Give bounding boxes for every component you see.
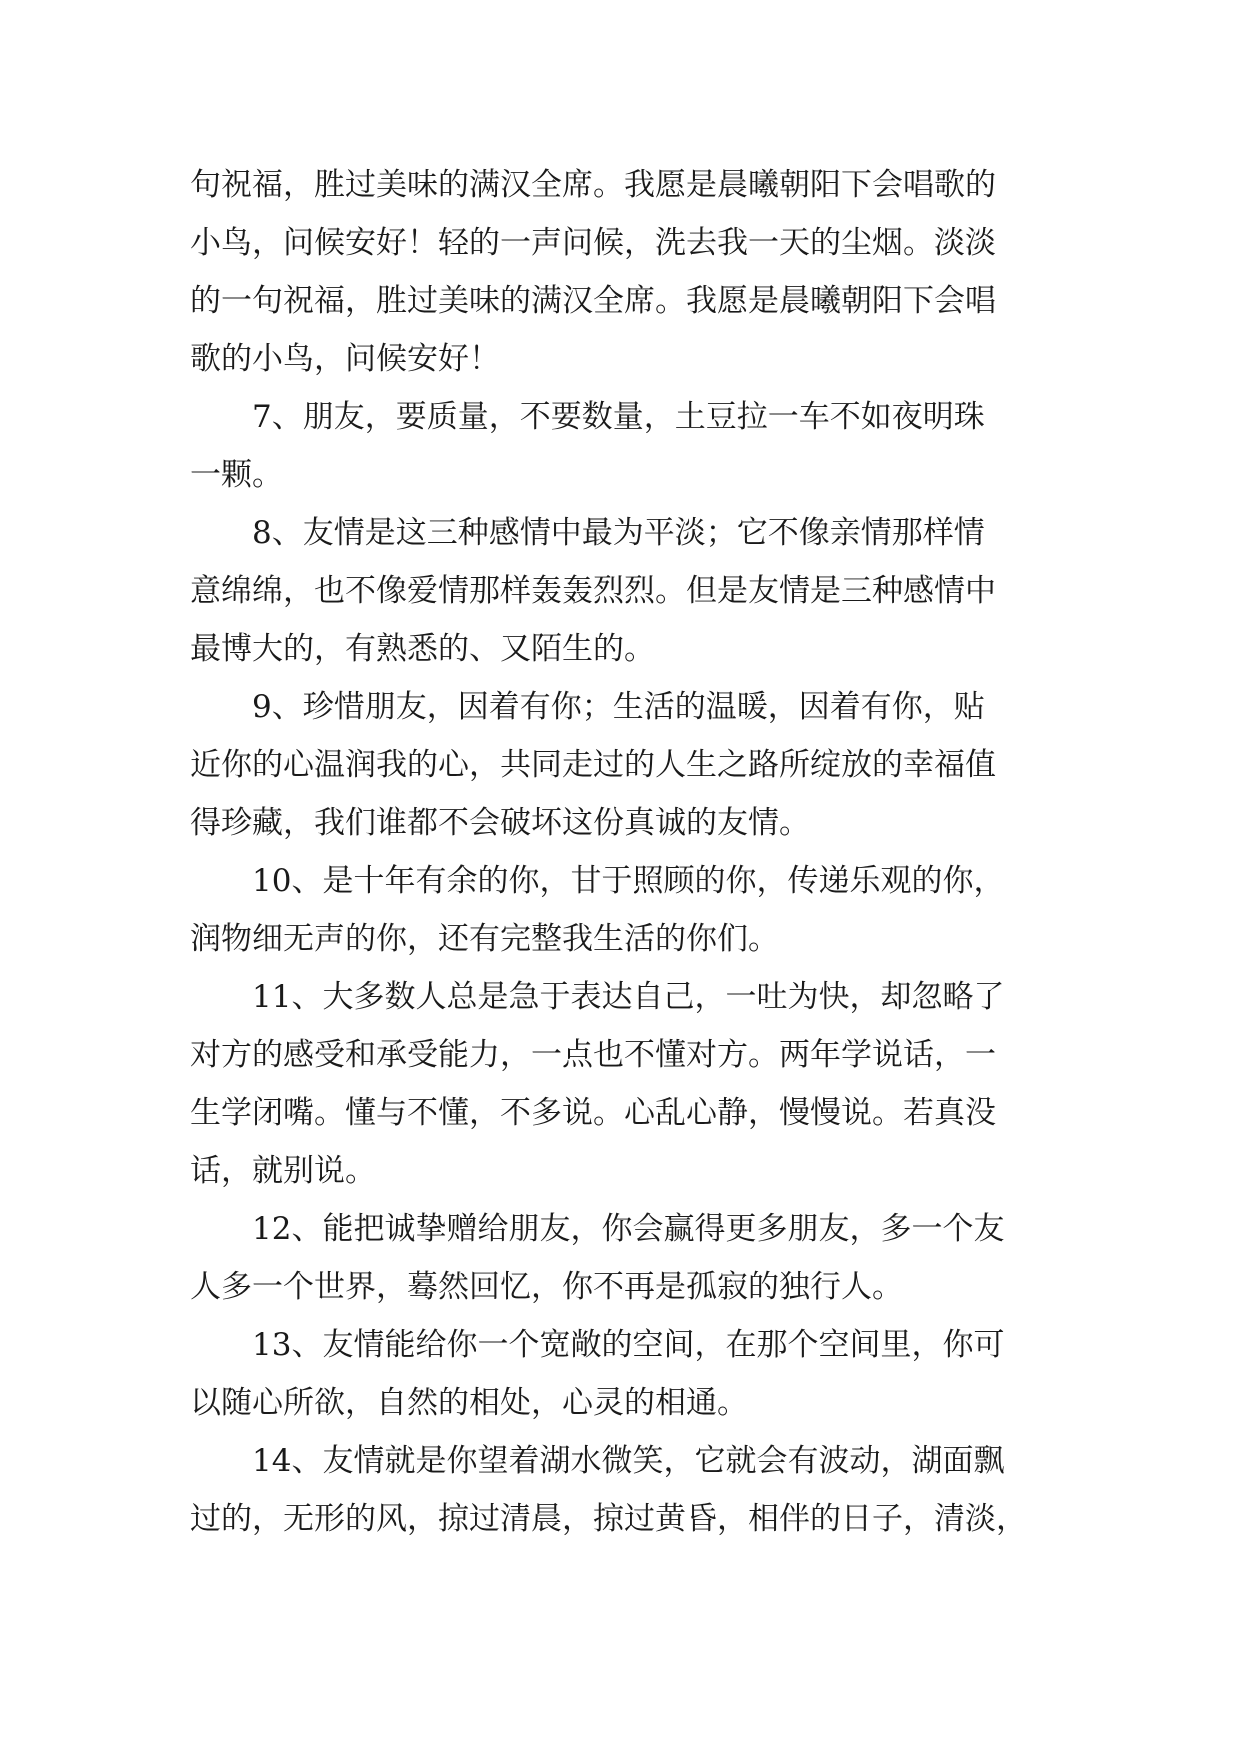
- text-line: 13、友情能给你一个宽敞的空间，在那个空间里，你可: [190, 1327, 1005, 1363]
- text-line: 11、大多数人总是急于表达自己，一吐为快，却忽略了: [190, 979, 1005, 1015]
- text-line: 一颗。: [190, 457, 283, 493]
- text-line: 近你的心温润我的心，共同走过的人生之路所绽放的幸福值: [190, 747, 996, 783]
- text-line: 8、友情是这三种感情中最为平淡；它不像亲情那样情: [190, 515, 985, 551]
- paragraph: [190, 678, 1060, 852]
- paragraph: [190, 1432, 1060, 1548]
- paragraph: [190, 504, 1060, 678]
- text-line: 润物细无声的你，还有完整我生活的你们。: [190, 921, 779, 957]
- text-line: 7、朋友，要质量，不要数量，土豆拉一车不如夜明珠: [190, 399, 985, 435]
- text-line: 歌的小鸟，问候安好！: [190, 341, 500, 377]
- document-body: [190, 156, 1060, 1548]
- text-line: 9、珍惜朋友，因着有你；生活的温暖，因着有你，贴: [190, 689, 985, 725]
- text-line: 的一句祝福，胜过美味的满汉全席。我愿是晨曦朝阳下会唱: [190, 283, 996, 319]
- text-line: 小鸟，问候安好！轻的一声问候，洗去我一天的尘烟。淡淡: [190, 225, 996, 261]
- text-line: 话，就别说。: [190, 1153, 376, 1189]
- paragraph: [190, 1200, 1060, 1316]
- text-line: 意绵绵，也不像爱情那样轰轰烈烈。但是友情是三种感情中: [190, 573, 996, 609]
- text-line: 过的，无形的风，掠过清晨，掠过黄昏，相伴的日子，清淡，: [190, 1501, 1027, 1537]
- text-line: 12、能把诚挚赠给朋友，你会赢得更多朋友，多一个友: [190, 1211, 1005, 1247]
- text-line: 以随心所欲，自然的相处，心灵的相通。: [190, 1385, 748, 1421]
- paragraph: [190, 156, 1060, 388]
- text-line: 得珍藏，我们谁都不会破坏这份真诚的友情。: [190, 805, 810, 841]
- paragraph: [190, 388, 1060, 504]
- paragraph: [190, 968, 1060, 1200]
- text-line: 14、友情就是你望着湖水微笑，它就会有波动，湖面飘: [190, 1443, 1005, 1479]
- paragraph: [190, 1316, 1060, 1432]
- text-line: 生学闭嘴。懂与不懂，不多说。心乱心静，慢慢说。若真没: [190, 1095, 996, 1131]
- text-line: 人多一个世界，蓦然回忆，你不再是孤寂的独行人。: [190, 1269, 903, 1305]
- text-line: 句祝福，胜过美味的满汉全席。我愿是晨曦朝阳下会唱歌的: [190, 167, 996, 203]
- text-line: 最博大的，有熟悉的、又陌生的。: [190, 631, 655, 667]
- paragraph: [190, 852, 1060, 968]
- text-line: 对方的感受和承受能力，一点也不懂对方。两年学说话，一: [190, 1037, 996, 1073]
- text-line: 10、是十年有余的你，甘于照顾的你，传递乐观的你，: [190, 863, 1005, 899]
